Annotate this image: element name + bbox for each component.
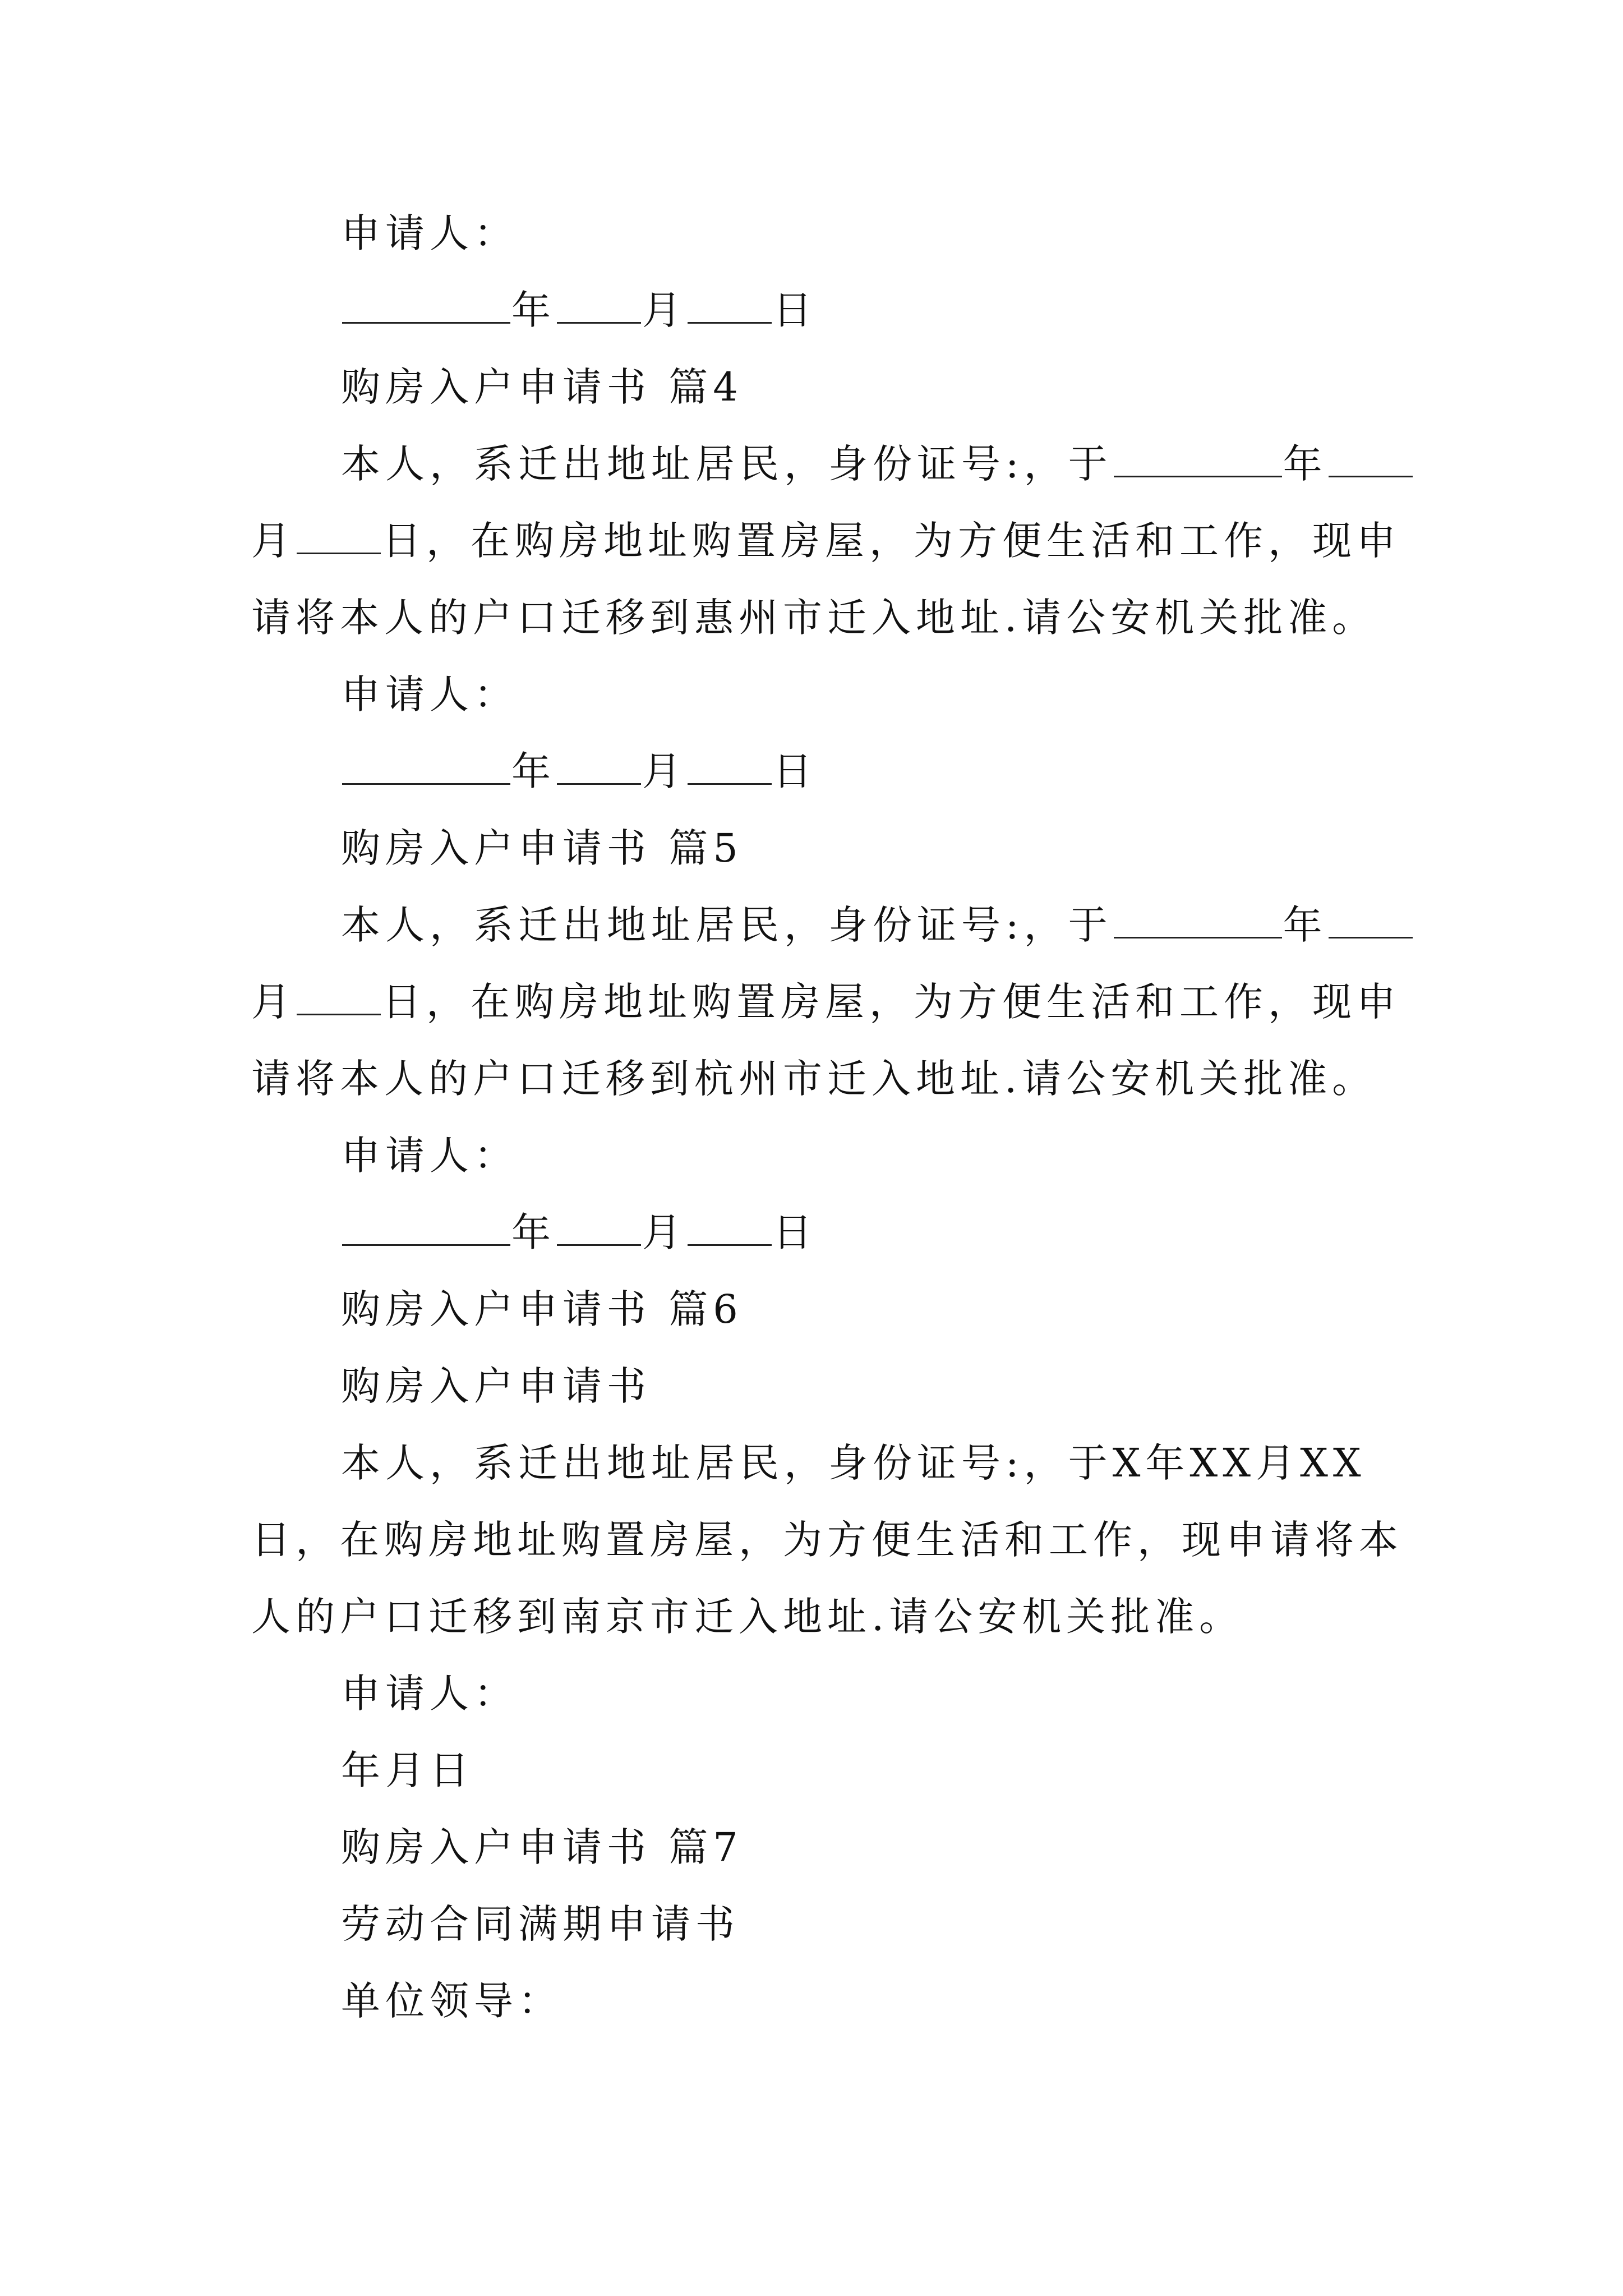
- applicant-line: [251, 656, 1386, 733]
- applicant-label: 申请人：: [341, 1133, 518, 1179]
- paragraph-line: [251, 1579, 1386, 1655]
- month-text: 月: [642, 287, 686, 333]
- applicant-label: 申请人：: [341, 1671, 518, 1717]
- section6-line2: 日，在购房地址购置房屋，为方便生活和工作，现申请将本: [251, 1517, 1403, 1563]
- year-blank: [342, 743, 510, 785]
- paragraph-line: [251, 503, 1401, 579]
- section6-title: 购房入户申请书: [341, 1363, 651, 1409]
- paragraph-line: [251, 1041, 1386, 1117]
- section4-line2-a: 月: [251, 518, 296, 564]
- section-heading: [251, 349, 1386, 426]
- paragraph-line: [251, 426, 1386, 503]
- day-text: 日: [773, 1209, 817, 1255]
- month-text: 月: [642, 1209, 686, 1255]
- month-blank: [1329, 896, 1413, 938]
- section5-line1-a: 本人，系迁出地址居民，身份证号:，于: [341, 902, 1113, 948]
- date-line: [251, 272, 1386, 349]
- document-title: [251, 1886, 1386, 1963]
- month-blank: [1329, 435, 1413, 477]
- day-text: 日: [773, 287, 817, 333]
- salutation-line: [251, 1963, 1386, 2040]
- month-blank: [557, 282, 641, 324]
- day-blank: [297, 512, 381, 554]
- applicant-line: [251, 1117, 1386, 1194]
- section6-heading: 购房入户申请书 篇6: [341, 1286, 743, 1332]
- section5-line2-b: 日，在购房地址购置房屋，为方便生活和工作，现申: [382, 979, 1401, 1025]
- document-title: [251, 1348, 1386, 1425]
- month-text: 月: [642, 748, 686, 794]
- applicant-label: 申请人：: [341, 210, 518, 256]
- section-heading: [251, 1809, 1386, 1886]
- applicant-label: 申请人：: [341, 671, 518, 717]
- paragraph-line: [251, 579, 1386, 656]
- section4-line2-b: 日，在购房地址购置房屋，为方便生活和工作，现申: [382, 518, 1401, 564]
- year-blank: [342, 282, 510, 324]
- day-blank: [688, 1204, 772, 1246]
- section4-line3: 请将本人的户口迁移到惠州市迁入地址.请公安机关批准。: [251, 595, 1377, 641]
- applicant-line: [251, 195, 1386, 272]
- section5-line2-a: 月: [251, 979, 296, 1025]
- applicant-line: [251, 1655, 1386, 1732]
- paragraph-line: [251, 887, 1386, 964]
- section6-line3: 人的户口迁移到南京市迁入地址.请公安机关批准。: [251, 1594, 1244, 1640]
- section5-line1-b: 年: [1283, 902, 1327, 948]
- section7-heading: 购房入户申请书 篇7: [341, 1824, 743, 1870]
- year-blank: [1114, 896, 1282, 938]
- section6-date-line: 年月日: [341, 1747, 474, 1793]
- year-text: 年: [511, 1209, 556, 1255]
- day-blank: [688, 743, 772, 785]
- section4-heading: 购房入户申请书 篇4: [341, 364, 743, 410]
- section-heading: [251, 1271, 1386, 1348]
- paragraph-line: [251, 1502, 1403, 1579]
- month-blank: [557, 743, 641, 785]
- day-text: 日: [773, 748, 817, 794]
- year-blank: [342, 1204, 510, 1246]
- paragraph-line: [251, 964, 1401, 1041]
- day-blank: [297, 973, 381, 1015]
- section5-line3: 请将本人的户口迁移到杭州市迁入地址.请公安机关批准。: [251, 1056, 1377, 1102]
- date-line: [251, 1732, 1386, 1809]
- section7-salutation: 单位领导：: [341, 1978, 562, 2024]
- year-blank: [1114, 435, 1282, 477]
- month-blank: [557, 1204, 641, 1246]
- day-blank: [688, 282, 772, 324]
- document-body: [251, 195, 1403, 2040]
- section5-heading: 购房入户申请书 篇5: [341, 825, 743, 871]
- paragraph-line: [251, 1425, 1386, 1502]
- year-text: 年: [511, 748, 556, 794]
- section-heading: [251, 810, 1386, 887]
- section7-title: 劳动合同满期申请书: [341, 1901, 740, 1947]
- year-text: 年: [511, 287, 556, 333]
- section4-line1-a: 本人，系迁出地址居民，身份证号:，于: [341, 441, 1113, 487]
- section6-line1: 本人，系迁出地址居民，身份证号:，于X年XX月XX: [341, 1440, 1366, 1486]
- section4-line1-b: 年: [1283, 441, 1327, 487]
- date-line: [251, 1194, 1386, 1271]
- date-line: [251, 733, 1386, 810]
